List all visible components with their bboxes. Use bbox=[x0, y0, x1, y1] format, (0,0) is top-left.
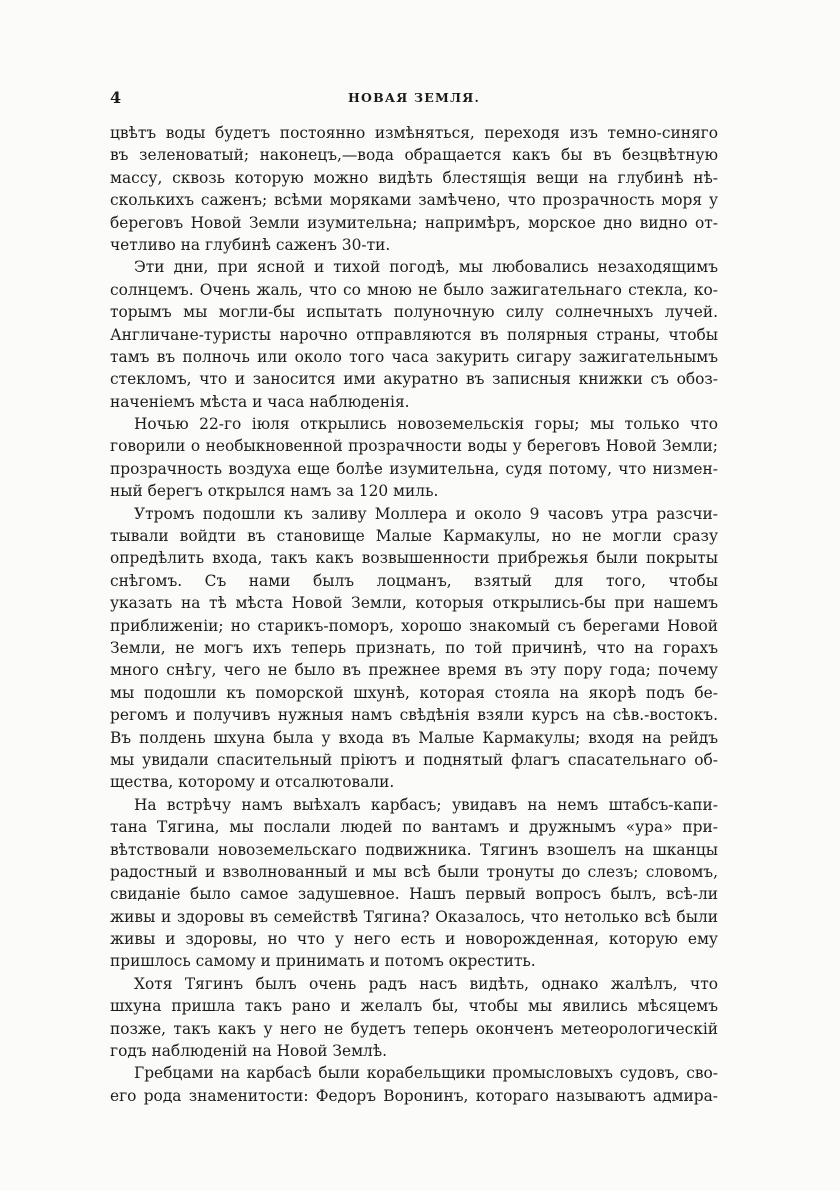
text-line: пришлось самому и принимать и потомъ окрестить. bbox=[110, 952, 536, 971]
text-line: много снѣгу, чего не было въ прежнее время въ эту пору года; почему bbox=[110, 661, 718, 680]
text-line: стекломъ, что и заносится ими акуратно въ записныя книжки съ обоз- bbox=[110, 370, 718, 389]
paragraph bbox=[110, 1062, 718, 1107]
text-line: въ зеленоватый; наконецъ,—вода обращается какъ бы въ безцвѣтную bbox=[110, 146, 718, 165]
text-line: тана Тягина, мы послали людей по вантамъ и дружнымъ «ура» при- bbox=[110, 818, 718, 837]
paragraph bbox=[110, 794, 718, 973]
text-line: шхуна пришла такъ рано и желалъ бы, чтобы мы явились мѣсяцемъ bbox=[110, 997, 718, 1016]
text-line: его рода знаменитости: Федоръ Воронинъ, котораго называютъ адмира- bbox=[110, 1086, 718, 1105]
text-line: щества, которому и отсалютовали. bbox=[110, 773, 395, 792]
text-line: живы и здоровы, но что у него есть и новорожденная, которую ему bbox=[110, 930, 718, 949]
text-line: мы подошли къ поморской шхунѣ, которая стояла на якорѣ подъ бе- bbox=[110, 683, 718, 702]
text-line: указать на тѣ мѣста Новой Земли, которыя открылись-бы при нашемъ bbox=[110, 594, 718, 613]
text-line: годъ наблюденій на Новой Землѣ. bbox=[110, 1042, 387, 1061]
text-line: говорили о необыкновенной прозрачности воды у береговъ Новой Земли; bbox=[110, 437, 718, 456]
text-line: Эти дни, при ясной и тихой погодѣ, мы любовались незаходящимъ bbox=[134, 258, 718, 277]
text-line: радостный и взволнованный и мы всѣ были тронуты до слезъ; словомъ, bbox=[110, 862, 718, 881]
page-number: 4 bbox=[110, 88, 122, 107]
paragraph bbox=[110, 122, 718, 256]
text-line: регомъ и получивъ нужныя намъ свѣдѣнія взяли курсъ на сѣв.-востокъ. bbox=[110, 706, 718, 725]
text-line: тамъ въ полночь или около того часа закурить сигару зажигательнымъ bbox=[110, 347, 718, 366]
paragraph bbox=[110, 256, 718, 413]
text-line: снѣгомъ. Съ нами былъ лоцманъ, взятый для того, чтобы bbox=[110, 571, 718, 590]
text-line: приближеніи; но старикъ-поморъ, хорошо знакомый съ берегами Новой bbox=[110, 616, 718, 635]
text-line: Ночью 22-го іюля открылись новоземельскія горы; мы только что bbox=[134, 415, 718, 434]
text-line: Земли, не могъ ихъ теперь признать, по той причинѣ, что на горахъ bbox=[110, 638, 718, 657]
text-line: цвѣтъ воды будетъ постоянно измѣняться, переходя изъ темно-синяго bbox=[110, 124, 718, 142]
text-line: прозрачность воздуха еще болѣе изумительна, судя потому, что низмен- bbox=[110, 459, 718, 478]
text-line: опредѣлить входа, такъ какъ возвышенности прибрежья были покрыты bbox=[110, 549, 718, 568]
text-line: На встрѣчу намъ выѣхалъ карбасъ; увидавъ на немъ штабсъ-капи- bbox=[134, 795, 718, 814]
text-line: Гребцами на карбасѣ были корабельщики промысловыхъ судовъ, сво- bbox=[134, 1064, 718, 1083]
body-text bbox=[110, 122, 718, 1107]
text-line: Въ полдень шхуна была у входа въ Малые Кармакулы; входя на рейдъ bbox=[110, 728, 718, 747]
text-line: наченіемъ мѣста и часа наблюденія. bbox=[110, 392, 410, 411]
text-line: четливо на глубинѣ саженъ 30-ти. bbox=[110, 235, 391, 254]
text-line: береговъ Новой Земли изумительна; напримѣръ, морское дно видно от- bbox=[110, 213, 718, 232]
page-header bbox=[110, 88, 718, 110]
text-line: Англичане-туристы нарочно отправляются въ полярныя страны, чтобы bbox=[110, 325, 718, 344]
text-line: свиданіе было самое задушевное. Нашъ первый вопросъ былъ, всѣ-ли bbox=[110, 885, 718, 904]
text-line: массу, сквозь которую можно видѣть блестящія вещи на глубинѣ нѣ- bbox=[110, 168, 718, 187]
text-line: Утромъ подошли къ заливу Моллера и около 9 часовъ утра разсчи- bbox=[134, 504, 718, 523]
text-line: вѣтствовали новоземельскаго подвижника. Тягинъ взошелъ на шканцы bbox=[110, 840, 718, 859]
text-line: тывали войдти въ становище Малые Кармакулы, но не могли сразу bbox=[110, 527, 718, 546]
text-line: сколькихъ саженъ; всѣми моряками замѣчено, что прозрачность моря у bbox=[110, 191, 718, 210]
running-title: НОВАЯ ЗЕМЛЯ. bbox=[347, 90, 481, 105]
text-line: ный берегъ открылся намъ за 120 миль. bbox=[110, 482, 439, 501]
text-line: торымъ мы могли-бы испытать полуночную силу солнечныхъ лучей. bbox=[110, 303, 718, 322]
paragraph bbox=[110, 503, 718, 794]
text-line: живы и здоровы въ семействѣ Тягина? Оказалось, что нетолько всѣ были bbox=[110, 907, 718, 926]
text-line: мы увидали спасительный пріютъ и поднятый флагъ спасательнаго об- bbox=[110, 750, 718, 769]
text-line: Хотя Тягинъ былъ очень радъ насъ видѣть, однако жалѣлъ, что bbox=[134, 974, 718, 993]
paragraph bbox=[110, 973, 718, 1063]
text-line: позже, такъ какъ у него не будетъ теперь оконченъ метеорологическій bbox=[110, 1019, 718, 1038]
paragraph bbox=[110, 413, 718, 503]
text-line: солнцемъ. Очень жаль, что со мною не было зажигательнаго стекла, ко- bbox=[110, 280, 718, 299]
